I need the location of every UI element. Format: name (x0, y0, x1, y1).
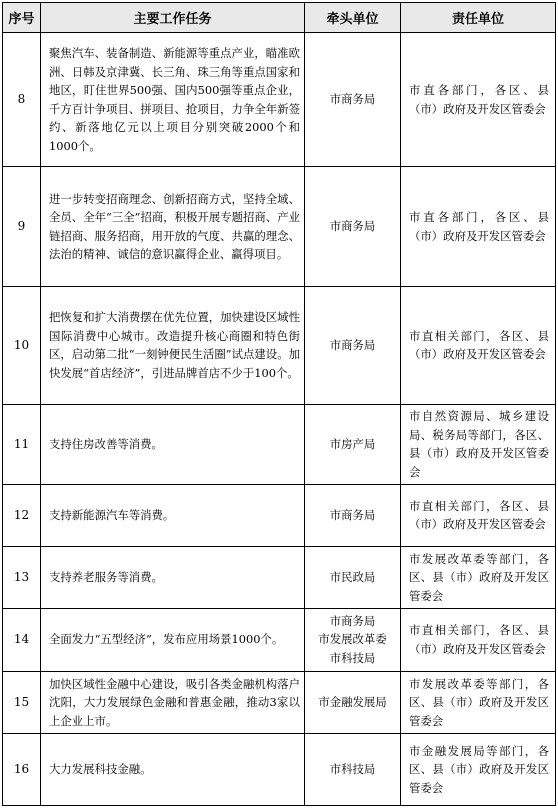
responsible-unit: 市直各部门，各区、县（市）政府及开发区管委会 (401, 167, 556, 286)
responsible-unit: 市直相关部门，各区、县（市）政府及开发区管委会 (401, 286, 556, 404)
lead-unit: 市房产局 (305, 404, 401, 484)
header-lead-unit: 牵头单位 (305, 3, 401, 33)
row-number: 14 (3, 608, 41, 671)
row-number: 8 (3, 33, 41, 167)
row-number: 10 (3, 286, 41, 404)
row-number: 11 (3, 404, 41, 484)
task-description: 支持养老服务等消费。 (41, 547, 305, 609)
row-number: 13 (3, 547, 41, 609)
table-row (3, 404, 556, 484)
lead-unit: 市商务局 (305, 484, 401, 547)
row-number: 12 (3, 484, 41, 547)
lead-unit: 市科技局 (305, 734, 401, 806)
lead-unit: 市民政局 (305, 547, 401, 609)
task-description: 把恢复和扩大消费摆在优先位置，加快建设区域性国际消费中心城市。改造提升核心商圈和特色街区，启动第二批“一刻钟便民生活圈”试点建设。加快发展“首店经济”，引进品牌首店不少于100个。 (41, 286, 305, 404)
table-row (3, 167, 556, 286)
header-serial-number: 序号 (3, 3, 41, 33)
lead-unit: 市金融发展局 (305, 671, 401, 734)
header-responsible-unit: 责任单位 (401, 3, 556, 33)
responsible-unit: 市直相关部门，各区、县（市）政府及开发区管委会 (401, 484, 556, 547)
task-description: 聚焦汽车、装备制造、新能源等重点产业，瞄准欧洲、日韩及京津冀、长三角、珠三角等重点国家和地区，盯住世界500强、国内500强等重点企业，千方百计争项目、拼项目、抢项目，力争全年新签约、新落地亿元以上项目分别突破2000个和1000个。 (41, 33, 305, 167)
row-number: 16 (3, 734, 41, 806)
table-header-row (3, 3, 556, 33)
task-description: 进一步转变招商理念、创新招商方式，坚持全域、全员、全年“三全”招商，积极开展专题招商、产业链招商、服务招商，用开放的气度、共赢的理念、法治的精神、诚信的意识赢得企业、赢得项目。 (41, 167, 305, 286)
table-row (3, 734, 556, 806)
responsible-unit: 市直相关部门，各区、县（市）政府及开发区管委会 (401, 608, 556, 671)
row-number: 9 (3, 167, 41, 286)
table-row (3, 671, 556, 734)
responsible-unit: 市发展改革委等部门，各区、县（市）政府及开发区管委会 (401, 547, 556, 609)
table-row (3, 33, 556, 167)
table-row (3, 608, 556, 671)
lead-unit: 市商务局 市发展改革委 市科技局 (305, 608, 401, 671)
header-main-task: 主要工作任务 (41, 3, 305, 33)
task-table (2, 2, 556, 806)
task-description: 全面发力“五型经济”，发布应用场景1000个。 (41, 608, 305, 671)
table-row (3, 286, 556, 404)
task-description: 加快区域性金融中心建设，吸引各类金融机构落户沈阳，大力发展绿色金融和普惠金融，推动3家以上企业上市。 (41, 671, 305, 734)
task-description: 支持住房改善等消费。 (41, 404, 305, 484)
lead-unit: 市商务局 (305, 167, 401, 286)
task-description: 支持新能源汽车等消费。 (41, 484, 305, 547)
task-description: 大力发展科技金融。 (41, 734, 305, 806)
responsible-unit: 市直各部门，各区、县（市）政府及开发区管委会 (401, 33, 556, 167)
lead-unit: 市商务局 (305, 33, 401, 167)
table-row (3, 484, 556, 547)
row-number: 15 (3, 671, 41, 734)
lead-unit: 市商务局 (305, 286, 401, 404)
table-row (3, 547, 556, 609)
responsible-unit: 市金融发展局等部门，各区、县（市）政府及开发区管委会 (401, 734, 556, 806)
responsible-unit: 市发展改革委等部门，各区、县（市）政府及开发区管委会 (401, 671, 556, 734)
responsible-unit: 市自然资源局、城乡建设局、税务局等部门，各区、县（市）政府及开发区管委会 (401, 404, 556, 484)
